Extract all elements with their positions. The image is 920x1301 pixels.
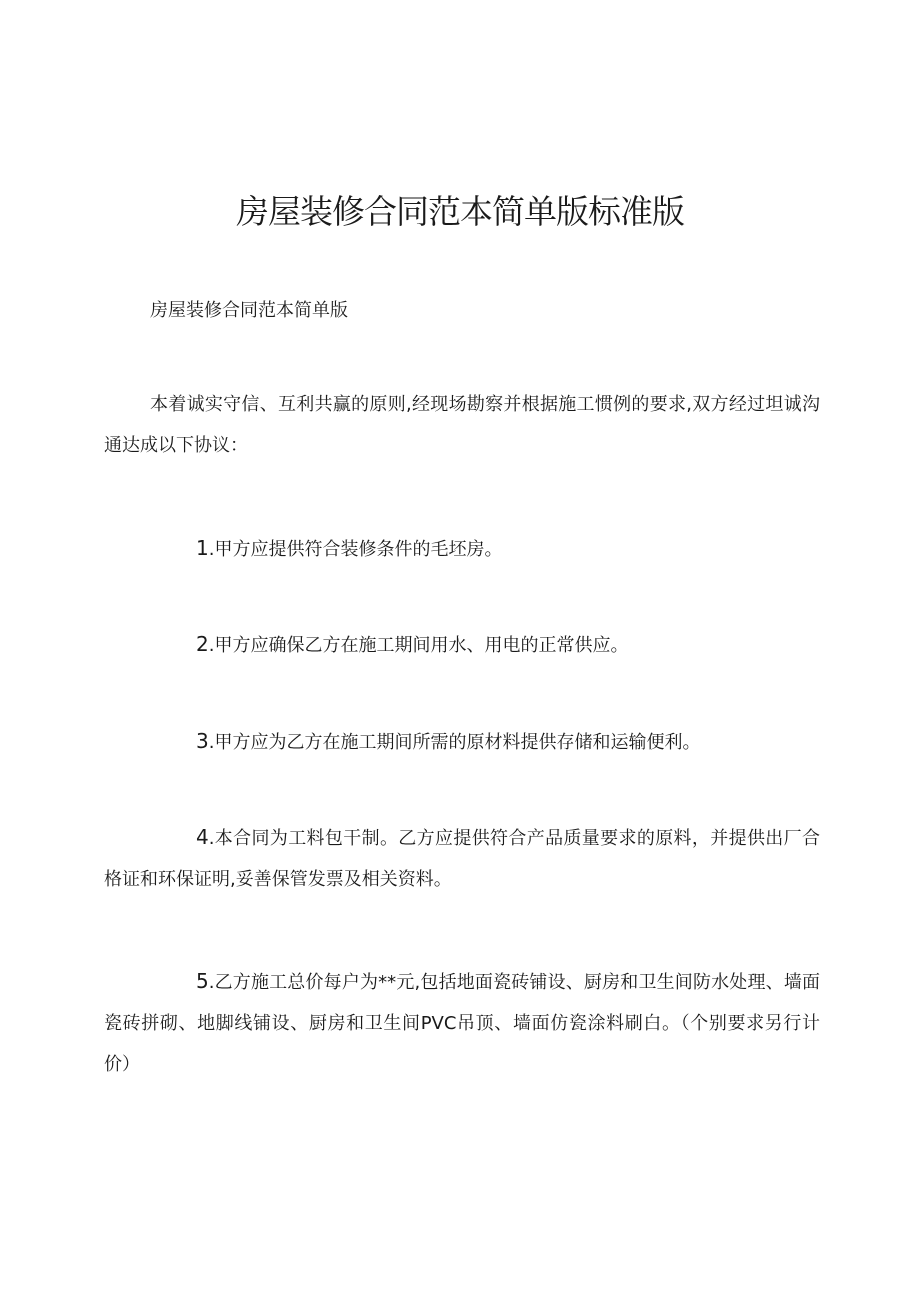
- clause-1: [104, 528, 820, 570]
- clause-text: .本合同为工料包干制。乙方应提供符合产品质量要求的原料，并提供出厂合格证和环保证明,妥善保管发票及相关资料。: [104, 828, 820, 890]
- clause-text: .甲方应提供符合装修条件的毛坯房。: [208, 539, 503, 560]
- clause-text: .甲方应确保乙方在施工期间用水、用电的正常供应。: [208, 635, 629, 656]
- clause-number: 2: [196, 632, 209, 656]
- clause-2: [104, 624, 820, 666]
- clause-text: .乙方施工总价每户为**元,包括地面瓷砖铺设、厨房和卫生间防水处理、墙面瓷砖拼砌、地脚线铺设、厨房和卫生间PVC吊顶、墙面仿瓷涂料刷白。（个别要求另行计价）: [104, 972, 820, 1075]
- clause-number: 5: [196, 969, 209, 993]
- document-title: 房屋装修合同范本简单版标准版: [236, 192, 684, 231]
- clause-number: 1: [196, 536, 209, 560]
- clause-number: 3: [196, 729, 209, 753]
- document-subtitle: 房屋装修合同范本简单版: [150, 300, 348, 321]
- clause-4: [104, 817, 820, 900]
- clause-5: [104, 961, 820, 1085]
- clause-text: .甲方应为乙方在施工期间所需的原材料提供存储和运输便利。: [208, 732, 701, 753]
- clause-number: 4: [196, 825, 209, 849]
- clause-3: [104, 721, 820, 763]
- intro-paragraph: 本着诚实守信、互利共赢的原则,经现场勘察并根据施工惯例的要求,双方经过坦诚沟通达成以下协议：: [104, 394, 820, 456]
